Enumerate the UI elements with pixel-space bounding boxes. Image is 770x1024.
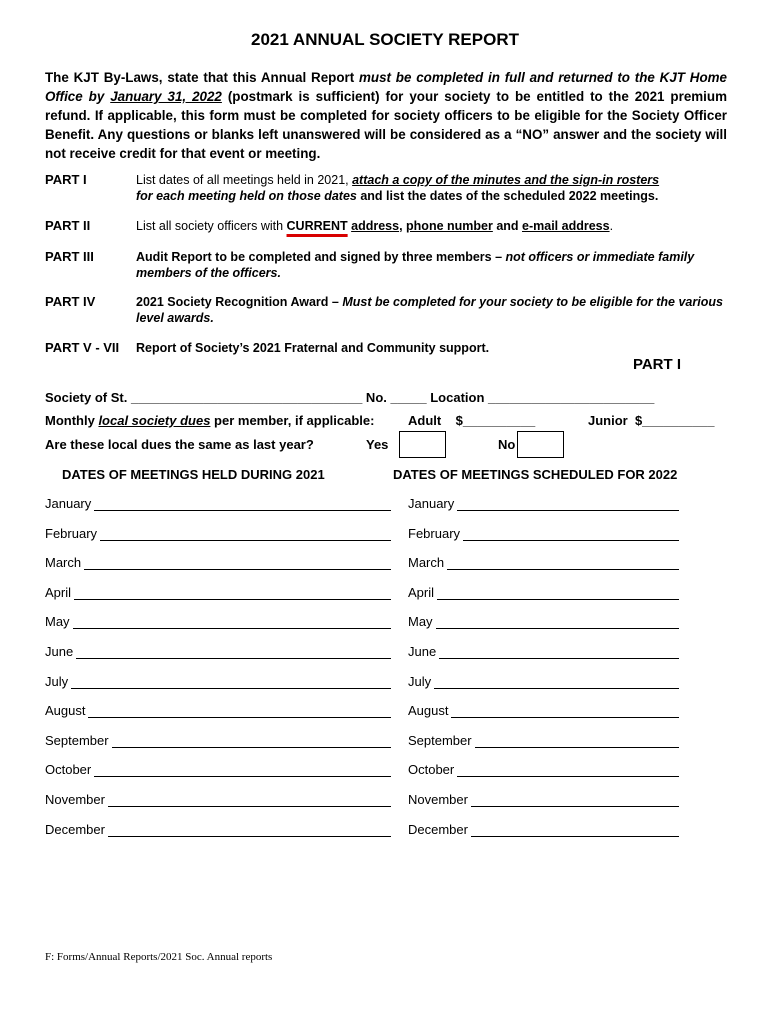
part-3-emphasis: not officers or immediate family members of the officers. bbox=[136, 250, 695, 280]
part-1-description bbox=[136, 172, 728, 204]
date-line[interactable] bbox=[94, 762, 391, 777]
month-label: December bbox=[45, 821, 105, 837]
month-label: March bbox=[45, 555, 82, 571]
junior-dues-field[interactable]: Junior $__________ bbox=[588, 413, 715, 428]
dues-text-2: per member, if applicable: bbox=[210, 413, 375, 428]
held-column-heading: DATES OF MEETINGS HELD DURING 2021 bbox=[62, 467, 325, 482]
intro-deadline: January 31, 2022 bbox=[110, 89, 222, 104]
month-label: July bbox=[45, 673, 69, 689]
month-label: August bbox=[45, 703, 86, 719]
month-row-held[interactable] bbox=[45, 641, 391, 659]
part-5-text: Report of Society’s 2021 Fraternal and Community support. bbox=[136, 341, 490, 355]
date-line[interactable] bbox=[76, 644, 391, 659]
month-label: September bbox=[45, 732, 109, 748]
month-row-scheduled[interactable] bbox=[408, 759, 679, 777]
date-line[interactable] bbox=[447, 555, 679, 570]
month-row-held[interactable] bbox=[45, 700, 391, 718]
date-line[interactable] bbox=[439, 644, 679, 659]
dues-emphasis: local society dues bbox=[98, 413, 211, 428]
intro-text: The KJT By-Laws, state that this Annual Report bbox=[45, 70, 359, 85]
month-label: May bbox=[45, 614, 70, 630]
part-2-description bbox=[136, 218, 728, 234]
held-2021-list bbox=[45, 493, 391, 837]
part-1-label: PART I bbox=[45, 172, 87, 187]
month-label: January bbox=[45, 496, 92, 511]
part-2-end: . bbox=[609, 219, 614, 233]
date-line[interactable] bbox=[84, 555, 391, 570]
no-label: No bbox=[498, 437, 516, 452]
dues-text: Monthly bbox=[45, 413, 99, 428]
part-2-address: address bbox=[351, 219, 400, 233]
part-4-label: PART IV bbox=[45, 294, 96, 309]
month-label: November bbox=[45, 791, 105, 807]
date-line[interactable] bbox=[451, 703, 679, 718]
date-line[interactable] bbox=[112, 733, 391, 748]
date-line[interactable] bbox=[457, 496, 679, 511]
date-line[interactable] bbox=[457, 762, 679, 777]
part-1-text: List dates of all meetings held in 2021, bbox=[136, 173, 353, 187]
part-2-label: PART II bbox=[45, 218, 91, 233]
month-label: May bbox=[408, 614, 433, 630]
month-row-held[interactable] bbox=[45, 552, 391, 570]
month-row-scheduled[interactable] bbox=[408, 730, 679, 748]
part-5-label: PART V - VII bbox=[45, 340, 120, 355]
month-row-scheduled[interactable] bbox=[408, 700, 679, 718]
date-line[interactable] bbox=[475, 733, 679, 748]
date-line[interactable] bbox=[108, 792, 391, 807]
date-line[interactable] bbox=[471, 822, 679, 837]
date-line[interactable] bbox=[434, 674, 679, 689]
month-row-held[interactable] bbox=[45, 730, 391, 748]
month-row-scheduled[interactable] bbox=[408, 671, 679, 689]
part-2-phone: phone number bbox=[406, 219, 493, 233]
month-row-scheduled[interactable] bbox=[408, 582, 679, 600]
month-label: February bbox=[408, 525, 461, 541]
month-label: July bbox=[408, 673, 432, 689]
month-row-held[interactable] bbox=[45, 493, 391, 511]
month-row-scheduled[interactable] bbox=[408, 641, 679, 659]
part-2-sep: , bbox=[399, 219, 407, 233]
part-1-emphasis: attach a copy of the minutes and the sign-in rosters bbox=[352, 173, 660, 187]
month-row-held[interactable] bbox=[45, 759, 391, 777]
society-info-field[interactable]: Society of St. ________________________________ No. _____ Location _______________________ bbox=[45, 390, 655, 405]
month-row-scheduled[interactable] bbox=[408, 552, 679, 570]
month-label: September bbox=[408, 732, 472, 748]
month-label: August bbox=[408, 703, 449, 719]
month-label: October bbox=[45, 762, 92, 778]
part-3-text: Audit Report to be completed and signed by three members – bbox=[136, 250, 506, 264]
date-line[interactable] bbox=[94, 496, 391, 511]
part-3-label: PART III bbox=[45, 249, 94, 264]
month-label: November bbox=[408, 791, 468, 807]
month-row-held[interactable] bbox=[45, 819, 391, 837]
part-2-current: CURRENT bbox=[286, 219, 348, 233]
month-row-held[interactable] bbox=[45, 523, 391, 541]
monthly-dues-label bbox=[45, 413, 374, 428]
part-4-emphasis: Must be completed for your society to be eligible for the various level awards. bbox=[136, 295, 723, 325]
month-label: April bbox=[408, 584, 435, 600]
month-row-scheduled[interactable] bbox=[408, 493, 679, 511]
month-label: June bbox=[408, 643, 437, 659]
yes-checkbox[interactable] bbox=[399, 431, 446, 458]
intro-emphasis: must be completed in full and returned to the KJT Home Office by bbox=[45, 70, 727, 104]
intro-text-rest: (postmark is sufficient) for your society to be entitled to the 2021 premium refund. If applicable, this form must be completed for society officers to be eligible for the Society Officer Benefit. Any questions or blanks left unanswered will be considered as a “NO” answer and the society will not receive credit for that event or meeting. bbox=[45, 89, 727, 161]
part-4-text: 2021 Society Recognition Award – bbox=[136, 295, 343, 309]
month-row-held[interactable] bbox=[45, 611, 391, 629]
month-label: January bbox=[408, 496, 455, 511]
month-label: April bbox=[45, 584, 72, 600]
month-label: December bbox=[408, 821, 468, 837]
month-label: October bbox=[408, 762, 455, 778]
part-1-emphasis-2: for each meeting held on those dates bbox=[136, 189, 357, 203]
footer-path: F: Forms/Annual Reports/2021 Soc. Annual reports bbox=[45, 951, 273, 963]
part-2-text: List all society officers with bbox=[136, 219, 287, 233]
same-dues-question: Are these local dues the same as last year? bbox=[45, 437, 314, 452]
no-checkbox[interactable] bbox=[517, 431, 564, 458]
date-line[interactable] bbox=[108, 822, 391, 837]
scheduled-column-heading: DATES OF MEETINGS SCHEDULED FOR 2022 bbox=[393, 467, 678, 482]
part-1-heading: PART I bbox=[632, 356, 681, 373]
month-row-scheduled[interactable] bbox=[408, 789, 679, 807]
date-line[interactable] bbox=[74, 585, 391, 600]
date-line[interactable] bbox=[73, 614, 391, 629]
part-2-email: e-mail address bbox=[522, 219, 610, 233]
page-title: 2021 ANNUAL SOCIETY REPORT bbox=[251, 30, 519, 49]
month-label: June bbox=[45, 643, 74, 659]
intro-paragraph bbox=[45, 68, 727, 163]
month-row-held[interactable] bbox=[45, 789, 391, 807]
month-row-held[interactable] bbox=[45, 582, 391, 600]
date-line[interactable] bbox=[71, 674, 391, 689]
part-5-description bbox=[136, 340, 728, 356]
date-line[interactable] bbox=[471, 792, 679, 807]
date-line[interactable] bbox=[463, 526, 679, 541]
month-row-scheduled[interactable] bbox=[408, 611, 679, 629]
month-row-scheduled[interactable] bbox=[408, 523, 679, 541]
date-line[interactable] bbox=[437, 585, 679, 600]
date-line[interactable] bbox=[436, 614, 679, 629]
month-label: March bbox=[408, 555, 445, 571]
yes-label: Yes bbox=[366, 437, 389, 452]
month-row-held[interactable] bbox=[45, 671, 391, 689]
month-row-scheduled[interactable] bbox=[408, 819, 679, 837]
date-line[interactable] bbox=[88, 703, 391, 718]
part-3-description bbox=[136, 249, 728, 281]
part-1-text-2: and list the dates of the scheduled 2022 meetings. bbox=[356, 189, 659, 203]
part-2-and: and bbox=[492, 219, 523, 233]
adult-dues-field[interactable]: Adult $__________ bbox=[408, 413, 536, 428]
month-label: February bbox=[45, 525, 98, 541]
date-line[interactable] bbox=[100, 526, 391, 541]
scheduled-2022-list bbox=[408, 493, 679, 837]
part-4-description bbox=[136, 294, 728, 326]
